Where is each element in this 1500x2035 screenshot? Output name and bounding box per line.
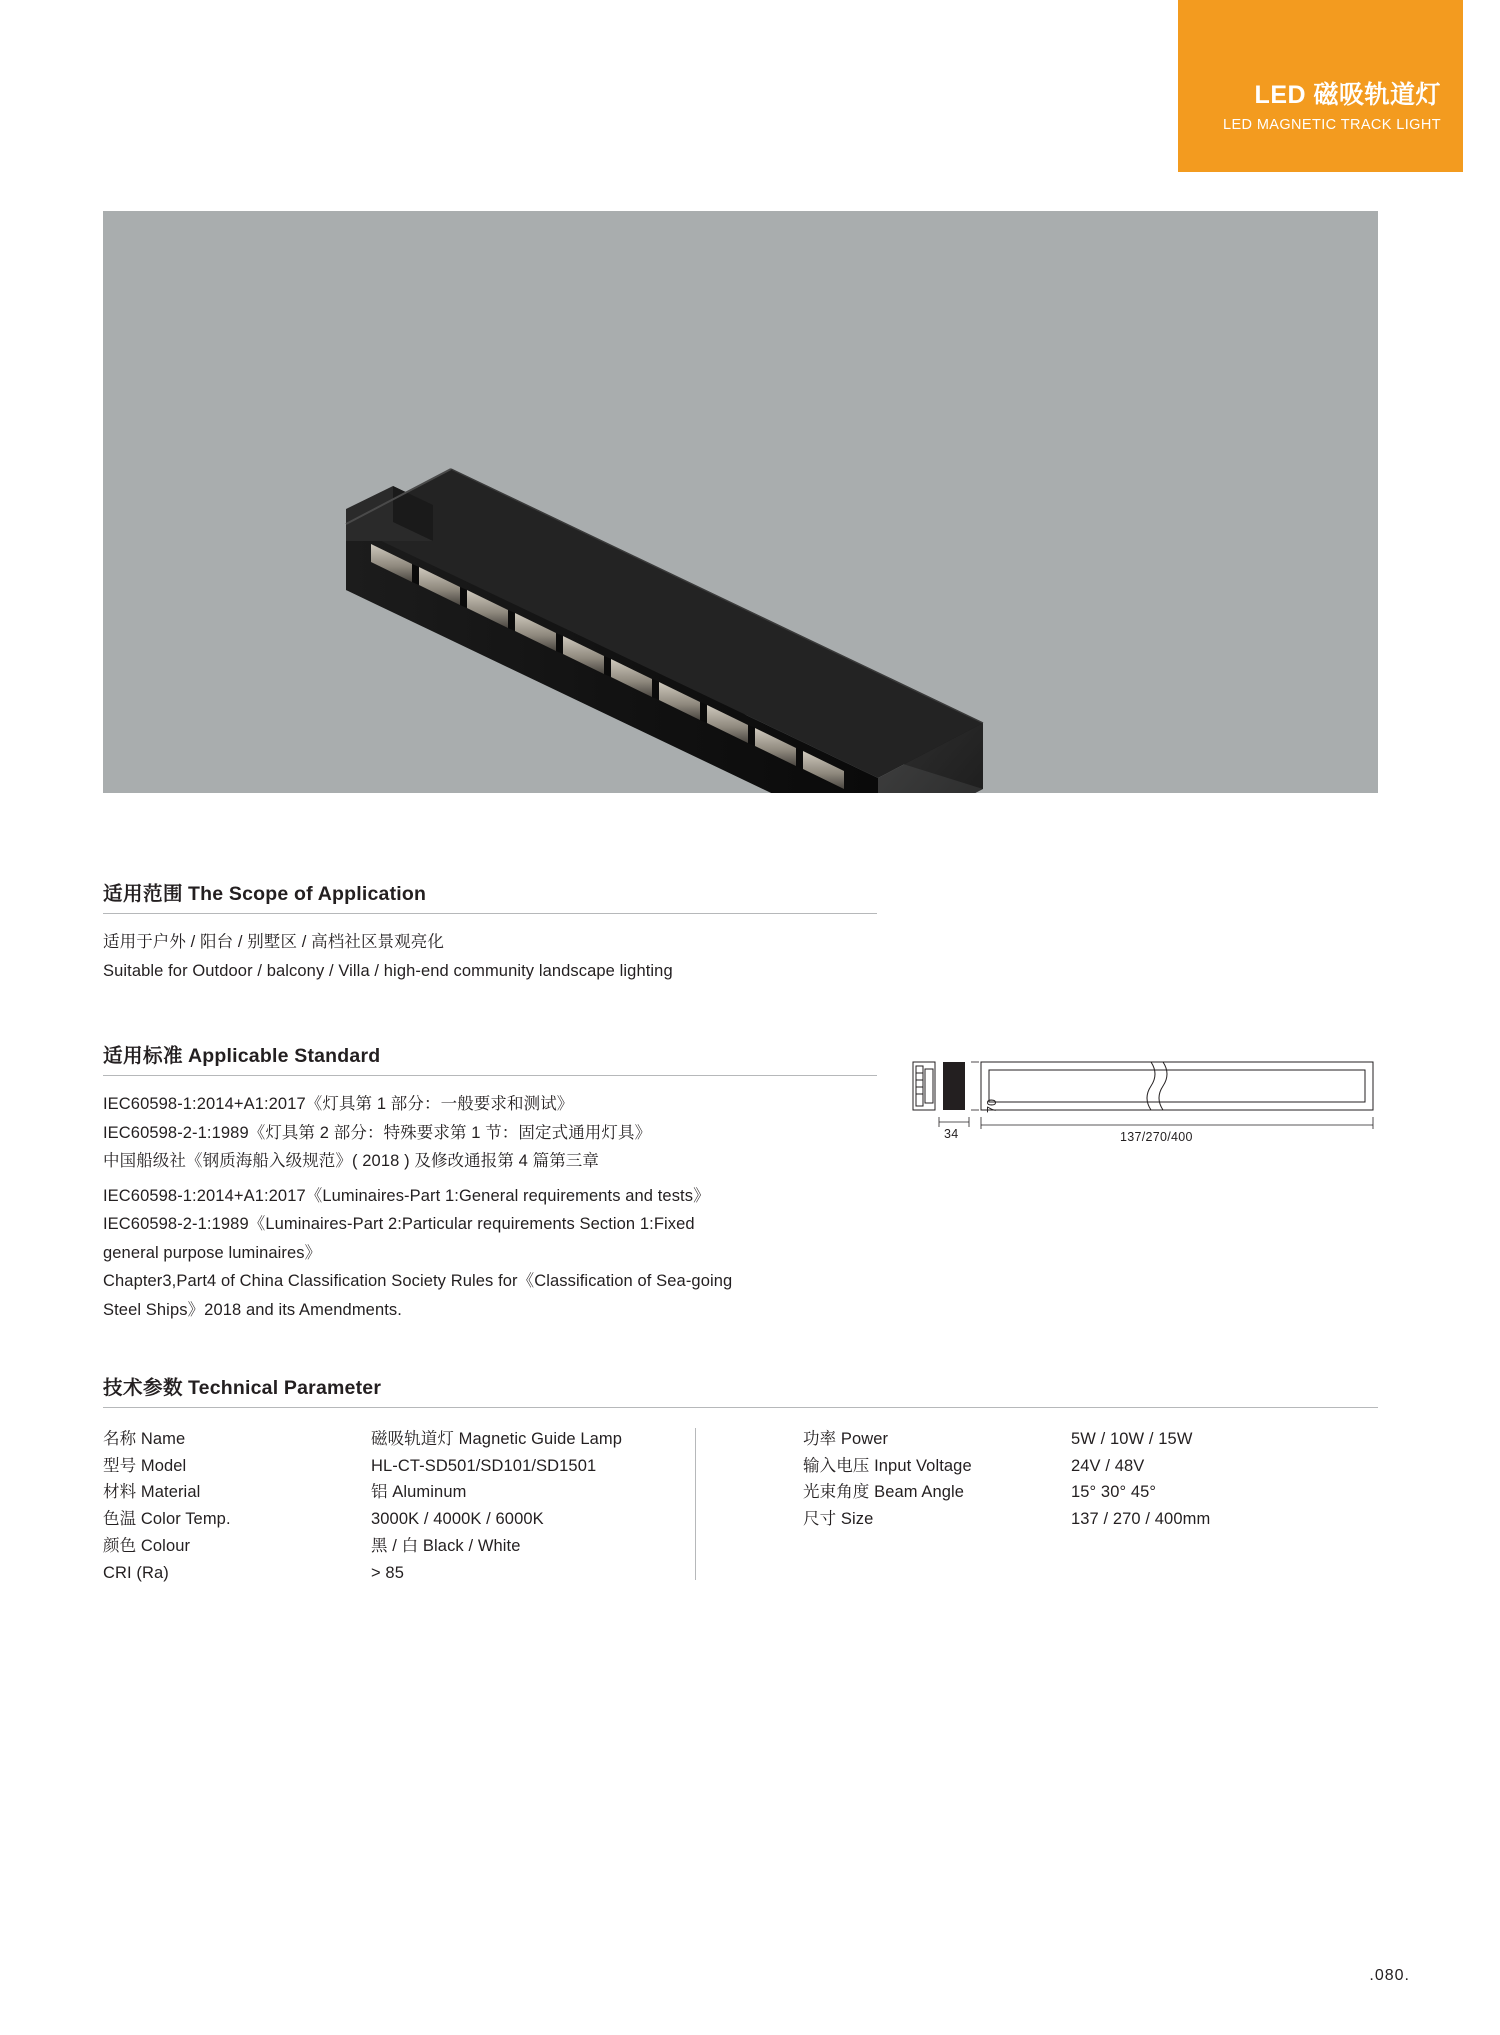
standard-line-en-3: general purpose luminaires》 bbox=[103, 1243, 322, 1262]
section-scope-of-application bbox=[103, 878, 877, 986]
param-value: 137 / 270 / 400mm bbox=[1071, 1510, 1211, 1529]
dimension-length-label: 137/270/400 bbox=[1120, 1130, 1193, 1144]
param-value: 3000K / 4000K / 6000K bbox=[371, 1510, 544, 1529]
param-value: 磁吸轨道灯 Magnetic Guide Lamp bbox=[371, 1430, 623, 1448]
tech-section-title bbox=[103, 1372, 1378, 1408]
param-key: 尺寸 Size bbox=[803, 1510, 874, 1529]
header-title-cn: LED 磁吸轨道灯 bbox=[1254, 81, 1441, 109]
table-row bbox=[103, 1479, 723, 1506]
scope-title-cn: 适用范围 bbox=[103, 883, 184, 905]
product-hero-image bbox=[103, 211, 1378, 793]
section-applicable-standard bbox=[103, 1040, 893, 1324]
param-key: 功率 Power bbox=[803, 1430, 889, 1448]
param-value: HL-CT-SD501/SD101/SD1501 bbox=[371, 1456, 597, 1475]
param-key: CRI (Ra) bbox=[103, 1563, 169, 1582]
param-value: 5W / 10W / 15W bbox=[1071, 1430, 1193, 1448]
standard-section-title bbox=[103, 1040, 877, 1076]
standard-body-cn bbox=[103, 1090, 893, 1176]
scope-section-title bbox=[103, 878, 877, 914]
param-key: 颜色 Colour bbox=[103, 1536, 191, 1555]
dimension-width-label: 34 bbox=[944, 1127, 959, 1141]
tech-params-left-column bbox=[103, 1426, 723, 1586]
section-technical-parameter bbox=[103, 1372, 1378, 1582]
standard-title-cn: 适用标准 bbox=[103, 1045, 184, 1067]
param-value: 24V / 48V bbox=[1071, 1456, 1145, 1475]
page-number: .080. bbox=[1369, 1967, 1410, 1984]
scope-line-cn: 适用于户外 / 阳台 / 别墅区 / 高档社区景观亮化 bbox=[103, 933, 444, 951]
standard-line-cn-3: 中国船级社《钢质海船入级规范》( 2018 ) 及修改通报第 4 篇第三章 bbox=[103, 1152, 599, 1171]
dimension-drawing bbox=[905, 1055, 1385, 1175]
scope-title-en: The Scope of Application bbox=[188, 883, 427, 905]
param-value: > 85 bbox=[371, 1563, 404, 1582]
dimension-height-label: 70 bbox=[985, 1099, 999, 1113]
scope-line-en: Suitable for Outdoor / balcony / Villa / high-end community landscape lighting bbox=[103, 961, 673, 980]
table-row bbox=[803, 1426, 1378, 1453]
table-row bbox=[103, 1533, 723, 1560]
param-key: 光束角度 Beam Angle bbox=[803, 1483, 965, 1502]
param-value: 铝 Aluminum bbox=[371, 1483, 467, 1502]
standard-line-en-2: IEC60598-2-1:1989《Luminaires-Part 2:Particular requirements Section 1:Fixed bbox=[103, 1215, 695, 1234]
param-key: 型号 Model bbox=[103, 1456, 187, 1475]
table-row bbox=[803, 1479, 1378, 1506]
table-row bbox=[103, 1506, 723, 1533]
table-row bbox=[803, 1453, 1378, 1480]
table-row bbox=[103, 1453, 723, 1480]
tech-params-right-column bbox=[803, 1426, 1378, 1533]
param-value: 15° 30° 45° bbox=[1071, 1483, 1157, 1502]
standard-title-en: Applicable Standard bbox=[188, 1045, 381, 1067]
tech-title-cn: 技术参数 bbox=[103, 1377, 184, 1399]
table-row bbox=[103, 1560, 723, 1587]
param-value: 黑 / 白 Black / White bbox=[371, 1536, 521, 1555]
standard-line-cn-1: IEC60598-1:2014+A1:2017《灯具第 1 部分：一般要求和测试》 bbox=[103, 1095, 574, 1113]
param-key: 名称 Name bbox=[103, 1430, 186, 1448]
standard-line-cn-2: IEC60598-2-1:1989《灯具第 2 部分：特殊要求第 1 节：固定式通用灯具》 bbox=[103, 1123, 652, 1142]
scope-body bbox=[103, 928, 877, 986]
table-row bbox=[103, 1426, 723, 1453]
header-product-badge bbox=[1178, 0, 1463, 172]
param-key: 色温 Color Temp. bbox=[103, 1510, 231, 1529]
header-title-en: LED MAGNETIC TRACK LIGHT bbox=[1222, 117, 1441, 133]
standard-line-en-4: Chapter3,Part4 of China Classification Society Rules for《Classification of Sea-going bbox=[103, 1272, 733, 1291]
standard-line-en-1: IEC60598-1:2014+A1:2017《Luminaires-Part 1:General requirements and tests》 bbox=[103, 1186, 710, 1205]
standard-body-en bbox=[103, 1182, 893, 1325]
magnetic-track-light-illustration bbox=[103, 211, 1378, 793]
param-key: 材料 Material bbox=[103, 1483, 201, 1502]
param-key: 输入电压 Input Voltage bbox=[803, 1456, 972, 1475]
standard-line-en-5: Steel Ships》2018 and its Amendments. bbox=[103, 1300, 402, 1319]
tech-title-en: Technical Parameter bbox=[188, 1377, 382, 1399]
dimension-drawing-svg bbox=[905, 1055, 1385, 1165]
table-row bbox=[803, 1506, 1378, 1533]
